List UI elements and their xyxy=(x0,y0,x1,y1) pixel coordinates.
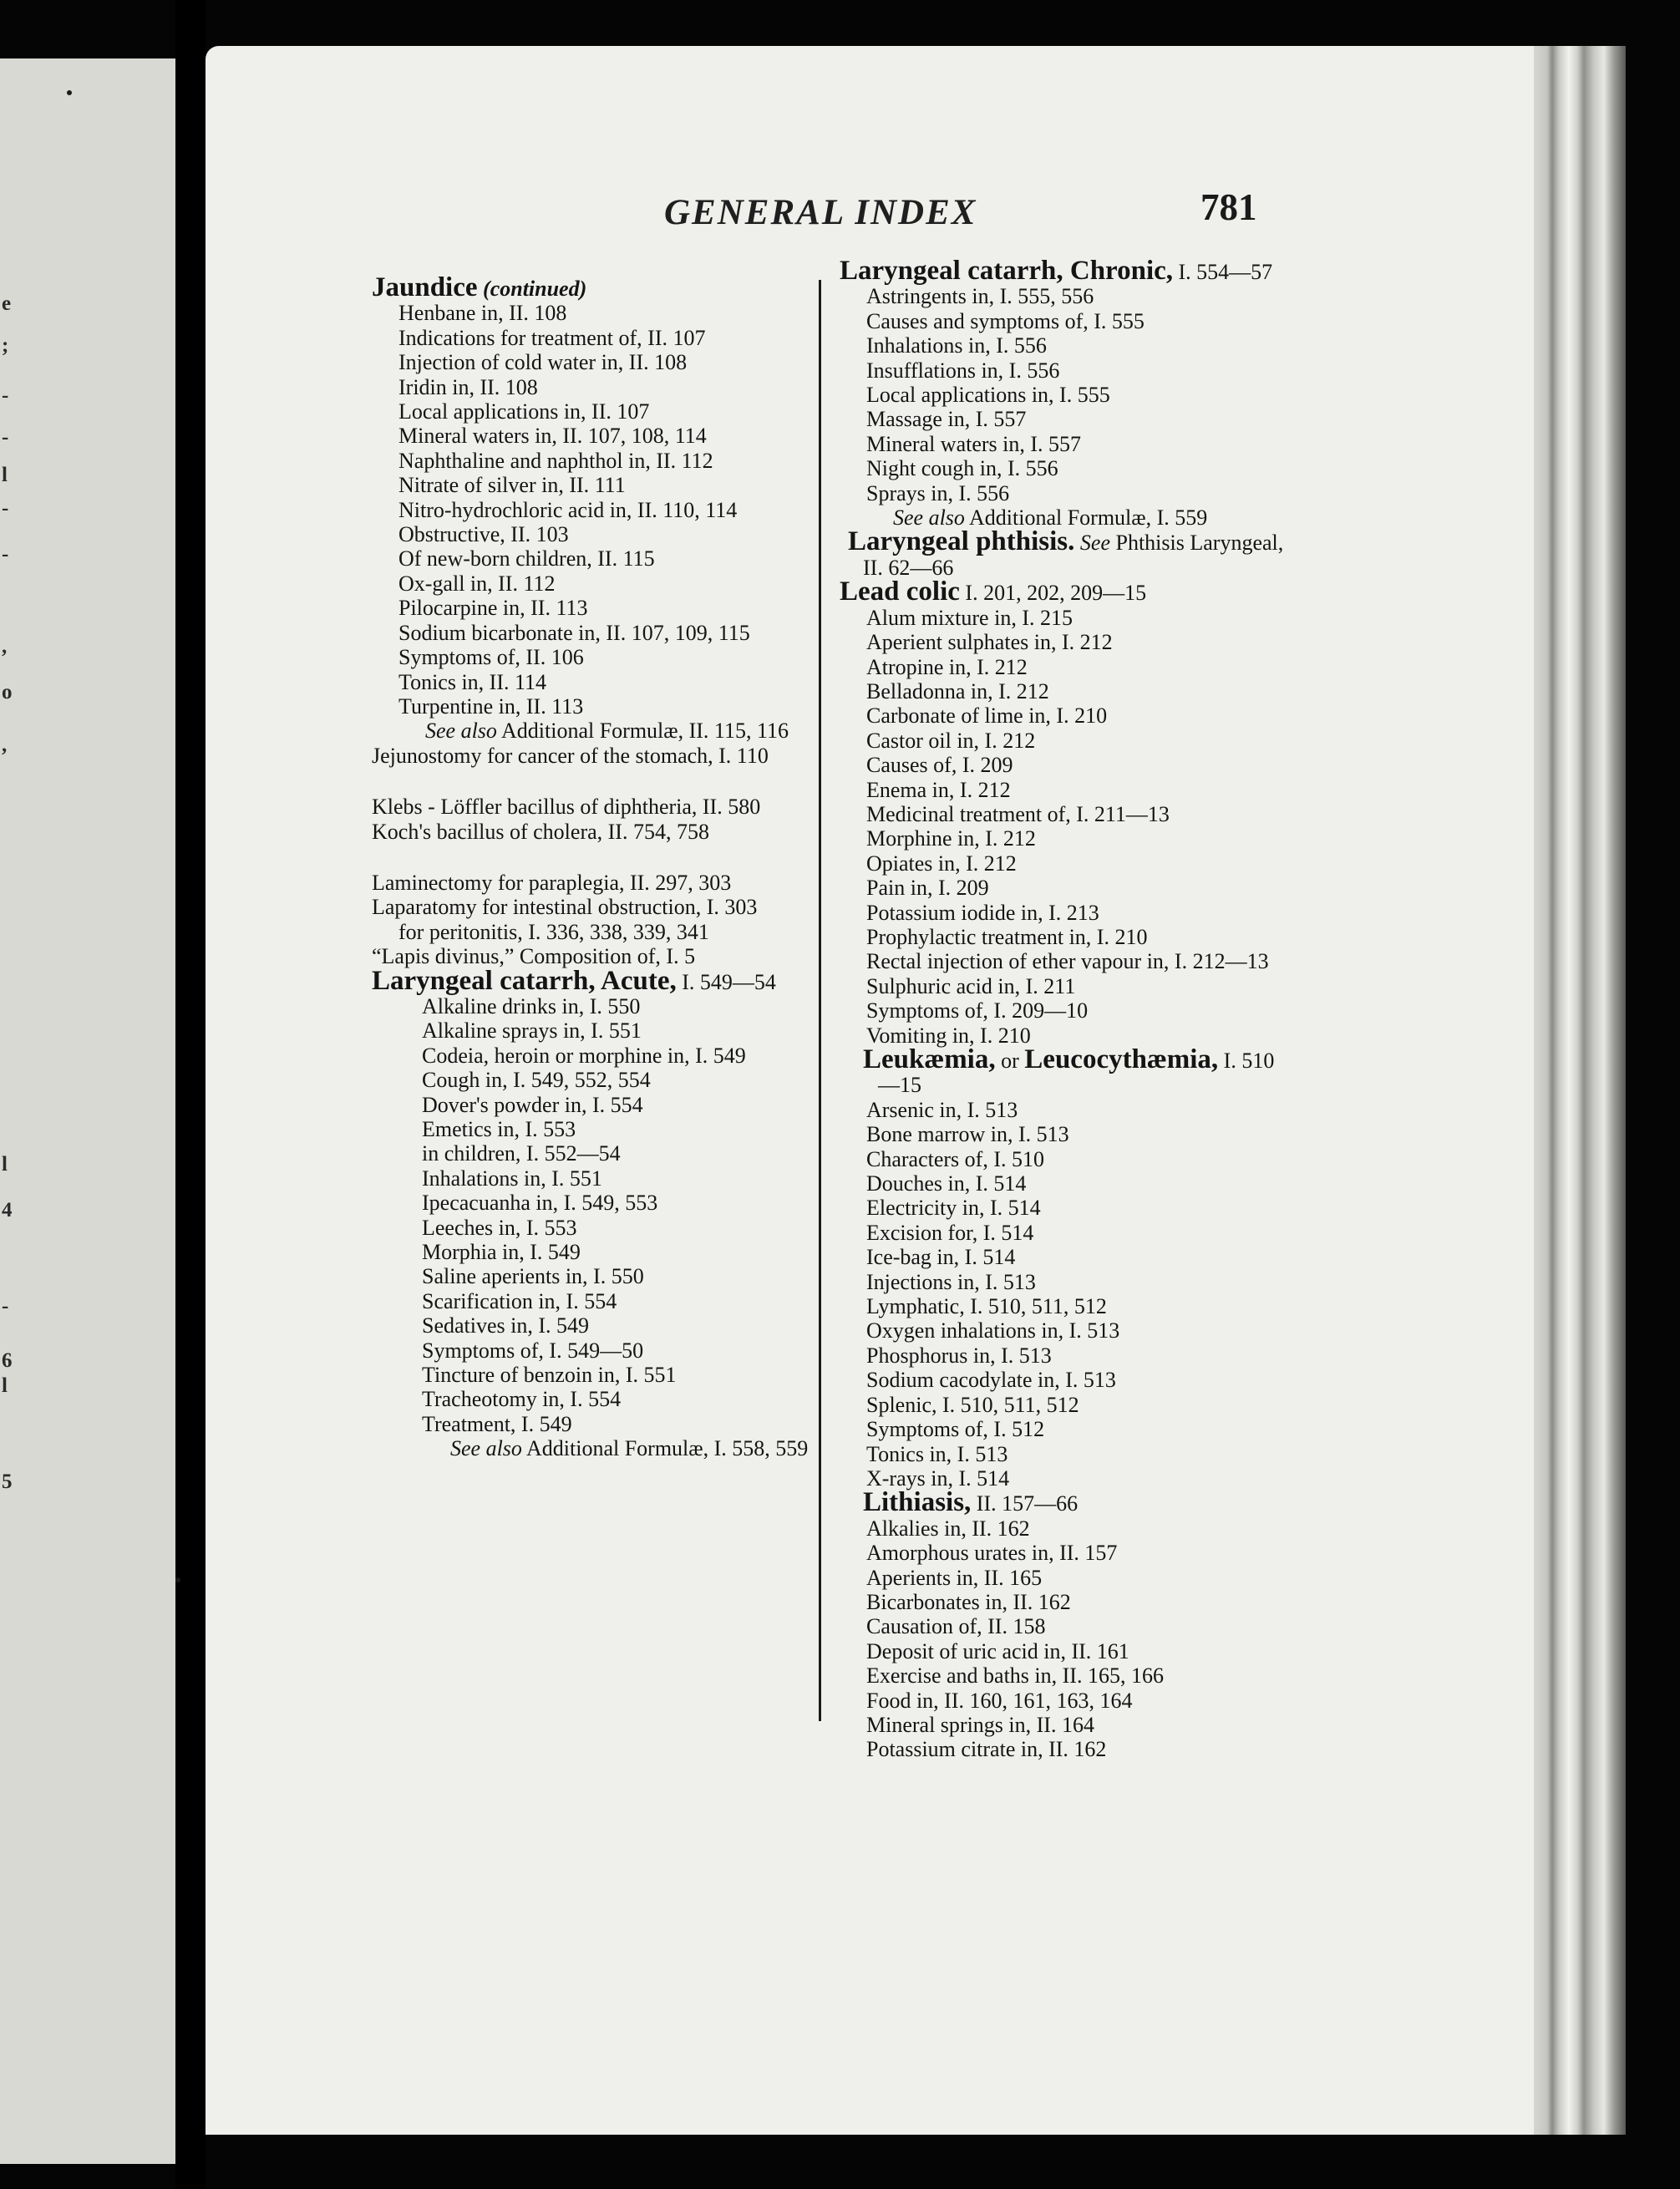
index-entry: Ipecacuanha in, I. 549, 553 xyxy=(422,1191,658,1216)
left-margin-mark: 6 xyxy=(2,1349,13,1372)
index-entry: Carbonate of lime in, I. 210 xyxy=(866,703,1108,729)
left-margin-mark: 4 xyxy=(2,1199,13,1221)
index-entry: Bone marrow in, I. 513 xyxy=(866,1122,1069,1147)
column-rule xyxy=(819,280,821,1721)
index-entry: Mineral waters in, I. 557 xyxy=(866,431,1082,456)
index-entry: Causes and symptoms of, I. 555 xyxy=(866,308,1145,333)
left-margin-mark: ; xyxy=(2,334,9,357)
index-entry: Enema in, I. 212 xyxy=(866,777,1011,802)
index-entry: X-rays in, I. 514 xyxy=(866,1465,1010,1491)
index-entry: Douches in, I. 514 xyxy=(866,1171,1027,1196)
index-entry: Klebs - Löffler bacillus of diphtheria, II. 580 xyxy=(372,795,761,820)
index-entry: Pain in, I. 209 xyxy=(866,876,989,901)
index-entry: Sedatives in, I. 549 xyxy=(422,1313,590,1338)
index-heading-laryngeal-catarrh-acute: Laryngeal catarrh, Acute, I. 549—54 xyxy=(372,965,776,996)
index-entry: Alkaline sprays in, I. 551 xyxy=(422,1018,642,1044)
la-entries xyxy=(372,871,819,969)
index-entry: Henbane in, II. 108 xyxy=(398,301,567,326)
index-entry: Opiates in, I. 212 xyxy=(866,851,1017,876)
index-entry: Atropine in, I. 212 xyxy=(866,654,1028,679)
left-page-edge xyxy=(0,58,175,2164)
see-also-entry: See also Additional Formulæ, I. 558, 559 xyxy=(450,1436,809,1461)
index-entry: Nitrate of silver in, II. 111 xyxy=(398,473,626,498)
index-entry: Injections in, I. 513 xyxy=(866,1269,1036,1294)
left-margin-mark: l xyxy=(2,464,8,486)
index-entry: Local applications in, I. 555 xyxy=(866,383,1110,408)
index-entry: Sodium cacodylate in, I. 513 xyxy=(866,1368,1116,1393)
index-entry: Iridin in, II. 108 xyxy=(398,374,538,399)
left-column xyxy=(372,272,819,1461)
index-entry: Inhalations in, I. 556 xyxy=(866,333,1047,358)
index-entry: Night cough in, I. 556 xyxy=(866,456,1058,481)
lithiasis-subentries xyxy=(840,1516,1291,1762)
index-entry: Codeia, heroin or morphine in, I. 549 xyxy=(422,1043,746,1068)
index-entry: Morphine in, I. 212 xyxy=(866,826,1036,851)
index-entry: Symptoms of, I. 512 xyxy=(866,1417,1045,1442)
left-margin-mark: - xyxy=(2,426,9,449)
page-title: GENERAL INDEX xyxy=(664,193,977,232)
index-entry: Oxygen inhalations in, I. 513 xyxy=(866,1318,1120,1343)
chronic-catarrh-subentries xyxy=(840,284,1291,505)
index-entry: Sprays in, I. 556 xyxy=(866,480,1010,505)
lead-colic-subentries xyxy=(840,606,1291,1048)
index-entry: Mineral springs in, II. 164 xyxy=(866,1712,1094,1737)
index-entry: Potassium citrate in, II. 162 xyxy=(866,1737,1107,1762)
index-entry: Splenic, I. 510, 511, 512 xyxy=(866,1392,1079,1417)
index-entry: Alum mixture in, I. 215 xyxy=(866,605,1073,630)
index-entry: Symptoms of, I. 549—50 xyxy=(422,1338,644,1363)
index-heading-lithiasis: Lithiasis, II. 157—66 xyxy=(863,1487,1079,1518)
index-entry: Scarification in, I. 554 xyxy=(422,1288,617,1313)
index-entry: Deposit of uric acid in, II. 161 xyxy=(866,1638,1129,1663)
index-entry: Injection of cold water in, II. 108 xyxy=(398,350,688,375)
left-margin-mark: o xyxy=(2,681,13,703)
ink-speck xyxy=(67,90,72,95)
index-entry: Causation of, II. 158 xyxy=(866,1614,1046,1639)
index-entry: Phosphorus in, I. 513 xyxy=(866,1343,1052,1368)
left-margin-mark: 5 xyxy=(2,1470,13,1493)
index-entry: Aperients in, II. 165 xyxy=(866,1565,1043,1590)
jejunostomy-entry xyxy=(372,744,819,768)
left-margin-mark: - xyxy=(2,497,9,520)
index-entry: Astringents in, I. 555, 556 xyxy=(866,284,1094,309)
index-entry: Dover's powder in, I. 554 xyxy=(422,1092,643,1117)
index-entry: Naphthaline and naphthol in, II. 112 xyxy=(398,448,713,473)
index-entry: Electricity in, I. 514 xyxy=(866,1196,1041,1221)
index-entry: Tonics in, II. 114 xyxy=(398,669,547,694)
index-heading-jaundice: Jaundice (continued) xyxy=(372,272,587,302)
index-entry: Pilocarpine in, II. 113 xyxy=(398,596,588,621)
index-entry: Cough in, I. 549, 552, 554 xyxy=(422,1068,651,1093)
right-column xyxy=(840,256,1291,1762)
index-entry: Nitro-hydrochloric acid in, II. 110, 114 xyxy=(398,497,738,522)
index-entry: Of new-born children, II. 115 xyxy=(398,546,655,571)
left-margin-mark: e xyxy=(2,292,12,315)
index-entry: Potassium iodide in, I. 213 xyxy=(866,900,1099,925)
index-entry: Food in, II. 160, 161, 163, 164 xyxy=(866,1688,1133,1713)
index-entry: Obstructive, II. 103 xyxy=(398,522,569,547)
index-entry: Laminectomy for paraplegia, II. 297, 303 xyxy=(372,870,732,895)
index-entry: Turpentine in, II. 113 xyxy=(398,693,584,719)
index-entry: Tincture of benzoin in, I. 551 xyxy=(422,1363,677,1388)
index-entry: Sulphuric acid in, I. 211 xyxy=(866,973,1076,998)
index-entry: Medicinal treatment of, I. 211—13 xyxy=(866,801,1170,826)
index-entry: Symptoms of, II. 106 xyxy=(398,645,584,670)
index-heading-laryngeal-phthisis: Laryngeal phthisis. See Phthisis Laryngeal, II. 62—66 xyxy=(848,526,1284,580)
index-entry: Vomiting in, I. 210 xyxy=(866,1023,1031,1048)
index-entry: Sodium bicarbonate in, II. 107, 109, 115 xyxy=(398,620,750,645)
index-entry: Amorphous urates in, II. 157 xyxy=(866,1541,1118,1566)
see-also-entry: See also Additional Formulæ, II. 115, 116 xyxy=(425,719,789,744)
index-entry: for peritonitis, I. 336, 338, 339, 341 xyxy=(398,919,709,944)
index-entry: Rectal injection of ether vapour in, I. 212—13 xyxy=(866,949,1269,974)
ink-speck xyxy=(175,1577,180,1582)
left-margin-mark: l xyxy=(2,1153,8,1176)
index-entry: Castor oil in, I. 212 xyxy=(866,728,1036,753)
index-entry: Indications for treatment of, II. 107 xyxy=(398,325,706,350)
index-entry: Massage in, I. 557 xyxy=(866,407,1027,432)
left-margin-mark: - xyxy=(2,384,9,407)
index-entry: Alkalies in, II. 162 xyxy=(866,1516,1030,1541)
index-entry: Insufflations in, I. 556 xyxy=(866,358,1060,383)
index-entry: Inhalations in, I. 551 xyxy=(422,1166,602,1191)
index-entry: Ice-bag in, I. 514 xyxy=(866,1245,1016,1270)
index-entry: Tonics in, I. 513 xyxy=(866,1441,1008,1466)
index-entry: Koch's bacillus of cholera, II. 754, 758 xyxy=(372,819,709,844)
index-entry: Alkaline drinks in, I. 550 xyxy=(422,993,641,1018)
index-heading-laryngeal-catarrh-chronic: Laryngeal catarrh, Chronic, I. 554—57 xyxy=(840,256,1273,286)
book-gutter xyxy=(175,0,206,2189)
index-entry: Causes of, I. 209 xyxy=(866,753,1013,778)
index-entry: Prophylactic treatment in, I. 210 xyxy=(866,924,1148,949)
index-entry: Excision for, I. 514 xyxy=(866,1220,1034,1245)
index-entry: Saline aperients in, I. 550 xyxy=(422,1264,644,1289)
index-entry: Symptoms of, I. 209—10 xyxy=(866,998,1089,1023)
index-entry: Characters of, I. 510 xyxy=(866,1146,1044,1171)
index-entry: Morphia in, I. 549 xyxy=(422,1240,581,1265)
index-entry: Aperient sulphates in, I. 212 xyxy=(866,630,1113,655)
left-margin-mark: , xyxy=(2,635,8,658)
left-margin-mark: - xyxy=(2,543,9,566)
acute-catarrh-subentries xyxy=(372,994,819,1436)
index-heading-lead-colic: Lead colic I. 201, 202, 209—15 xyxy=(840,576,1147,607)
index-entry: “Lapis divinus,” Composition of, I. 5 xyxy=(372,944,696,969)
left-margin-mark: , xyxy=(2,734,8,756)
k-entries xyxy=(372,795,819,844)
index-entry: Ox-gall in, II. 112 xyxy=(398,571,556,596)
left-margin-mark: l xyxy=(2,1374,8,1397)
leukaemia-subentries xyxy=(840,1098,1291,1491)
index-heading-leukaemia: Leukæmia, or Leucocythæmia, I. 510—15 xyxy=(863,1044,1275,1098)
index-entry: Tracheotomy in, I. 554 xyxy=(422,1387,622,1412)
page-number: 781 xyxy=(1200,186,1257,228)
index-entry: Exercise and baths in, II. 165, 166 xyxy=(866,1663,1164,1689)
index-entry: Mineral waters in, II. 107, 108, 114 xyxy=(398,424,707,449)
index-entry: Laparatomy for intestinal obstruction, I. 303 xyxy=(372,895,758,920)
index-entry: Emetics in, I. 553 xyxy=(422,1117,576,1141)
left-margin-mark: - xyxy=(2,1295,9,1318)
jaundice-subentries xyxy=(372,301,819,719)
index-entry: Treatment, I. 549 xyxy=(422,1411,572,1436)
index-entry: Bicarbonates in, II. 162 xyxy=(866,1589,1071,1614)
index-entry: Leeches in, I. 553 xyxy=(422,1215,577,1240)
index-entry: Jejunostomy for cancer of the stomach, I. 110 xyxy=(372,743,769,768)
index-entry: in children, I. 552—54 xyxy=(422,1141,621,1166)
index-entry: Lymphatic, I. 510, 511, 512 xyxy=(866,1294,1107,1319)
page-stack-edge xyxy=(1534,46,1626,2135)
index-entry: Arsenic in, I. 513 xyxy=(866,1097,1018,1122)
index-entry: Local applications in, II. 107 xyxy=(398,399,650,424)
index-entry: Belladonna in, I. 212 xyxy=(866,678,1049,703)
see-also-entry: See also Additional Formulæ, I. 559 xyxy=(893,505,1208,531)
